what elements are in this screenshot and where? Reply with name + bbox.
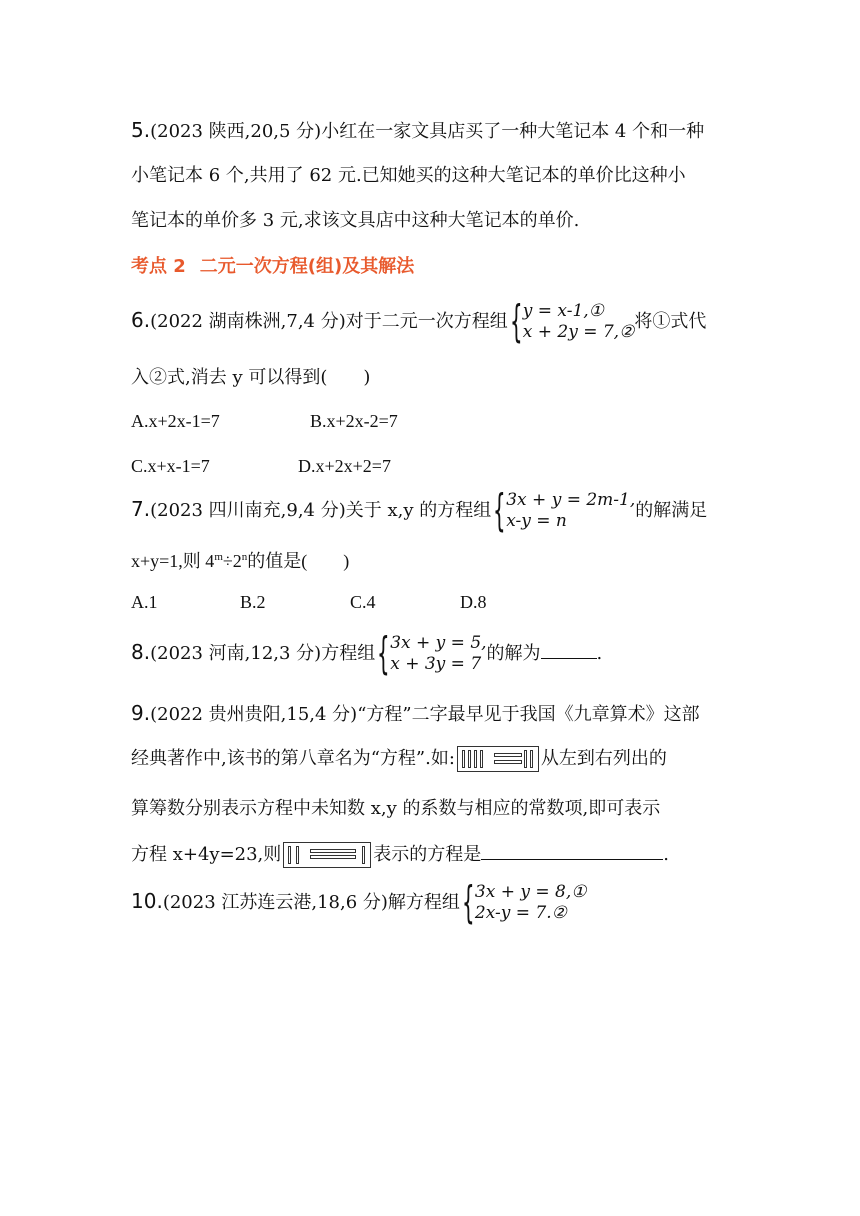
left-brace-icon: { (461, 877, 475, 928)
q9-end: . (663, 844, 670, 865)
q7-option-c: C.4 (350, 592, 376, 612)
q7-suffix: 的解满足 (635, 500, 708, 521)
left-brace-icon: { (493, 485, 506, 536)
q9-line4-a: 方程 x+4y=23,则 (131, 844, 282, 865)
q9-line3 (131, 797, 660, 821)
q10-eq2: 2x-y = 7.② (474, 903, 567, 923)
q5-text-line1: (2023 陕西,20,5 分)小红在一家文具店买了一种大笔记本 4 个和一种 (150, 121, 705, 142)
q7-option-a: A.1 (131, 592, 158, 612)
q8-prefix: (2023 河南,12,3 分)方程组 (150, 643, 376, 664)
q10-prefix: (2023 江苏连云港,18,6 分)解方程组 (162, 892, 460, 913)
q7-option-b: B.2 (240, 592, 266, 612)
q8-line (131, 628, 603, 679)
q5-text-line3: 笔记本的单价多 3 元,求该文具店中这种大笔记本的单价. (131, 210, 580, 231)
q8-suffix: 的解为 (486, 643, 541, 664)
q9-text-line3: 算筹数分别表示方程中未知数 x,y 的系数与相应的常数项,即可表示 (131, 798, 661, 819)
counting-rods-example-icon (457, 746, 539, 772)
q7-sup-n: n (241, 551, 248, 563)
q8-answer-blank[interactable] (541, 640, 597, 659)
q10-eq1: 3x + y = 8,① (474, 882, 587, 902)
q9-line2-b: 从左到右列出的 (540, 748, 667, 769)
q7-line2-b: ÷2 (222, 551, 242, 571)
q6-prefix: (2022 湖南株洲,7,4 分)对于二元一次方程组 (150, 311, 508, 332)
q5-text-line2: 小笔记本 6 个,共用了 62 元.已知她买的这种大笔记本的单价比这种小 (131, 165, 686, 186)
q6-eq1: y = x-1,① (522, 301, 604, 321)
q6-text-line2: 入②式,消去 y 可以得到( ) (131, 367, 371, 388)
q5-line3 (131, 209, 579, 233)
counting-rods-question-icon (283, 842, 371, 868)
q7-line2-a: x+y=1,则 4 (131, 551, 215, 571)
q7-option-d: D.8 (460, 592, 487, 612)
left-brace-icon: { (377, 628, 390, 679)
q6-option-c: C.x+x-1=7 (131, 456, 210, 476)
q7-line1 (131, 485, 708, 536)
q7-line2-c: 的值是( ) (247, 551, 350, 571)
q10-number: 10. (131, 889, 163, 913)
q9-line4 (131, 841, 669, 868)
q7-equation-system (506, 490, 635, 532)
q9-line1 (131, 701, 700, 727)
q5-line1 (131, 118, 704, 144)
q6-equation-system (523, 301, 635, 343)
section-label: 考点 2 (131, 256, 186, 277)
q9-answer-blank[interactable] (481, 841, 663, 860)
q8-eq2: x + 3y = 7 (390, 654, 482, 674)
q6-eq2: x + 2y = 7,② (522, 322, 635, 342)
q6-option-b: B.x+2x-2=7 (310, 411, 398, 431)
q8-eq1: 3x + y = 5, (390, 633, 487, 653)
q9-text-line1: (2022 贵州贵阳,15,4 分)“方程”二字最早见于我国《九章算术》这部 (150, 704, 700, 725)
q7-line2 (131, 545, 349, 573)
q5-line2 (131, 164, 686, 188)
section-title: 二元一次方程(组)及其解法 (199, 256, 415, 277)
q9-line4-b: 表示的方程是 (373, 844, 482, 865)
q6-suffix: 将①式代 (634, 311, 707, 332)
q8-equation-system (390, 633, 486, 675)
left-brace-icon: { (509, 296, 523, 347)
q10-equation-system (475, 882, 587, 924)
q9-number: 9. (131, 701, 151, 725)
q7-number: 7. (131, 497, 151, 521)
q6-line2 (131, 366, 370, 390)
q7-prefix: (2023 四川南充,9,4 分)关于 x,y 的方程组 (150, 500, 492, 521)
q9-line2-a: 经典著作中,该书的第八章名为“方程”.如: (131, 748, 455, 769)
q8-number: 8. (131, 640, 151, 664)
q6-line1 (131, 296, 707, 347)
q5-number: 5. (131, 118, 151, 142)
q9-line2 (131, 746, 667, 772)
q7-eq2: x-y = n (506, 511, 567, 531)
q6-number: 6. (131, 308, 151, 332)
q6-option-d: D.x+2x+2=7 (298, 456, 391, 476)
q7-eq1: 3x + y = 2m-1, (506, 490, 636, 510)
q8-end: . (596, 643, 603, 664)
section-heading (131, 252, 414, 278)
q7-sup-m: m (214, 551, 223, 563)
q10-line (131, 877, 587, 928)
q6-option-a: A.x+2x-1=7 (131, 411, 220, 431)
